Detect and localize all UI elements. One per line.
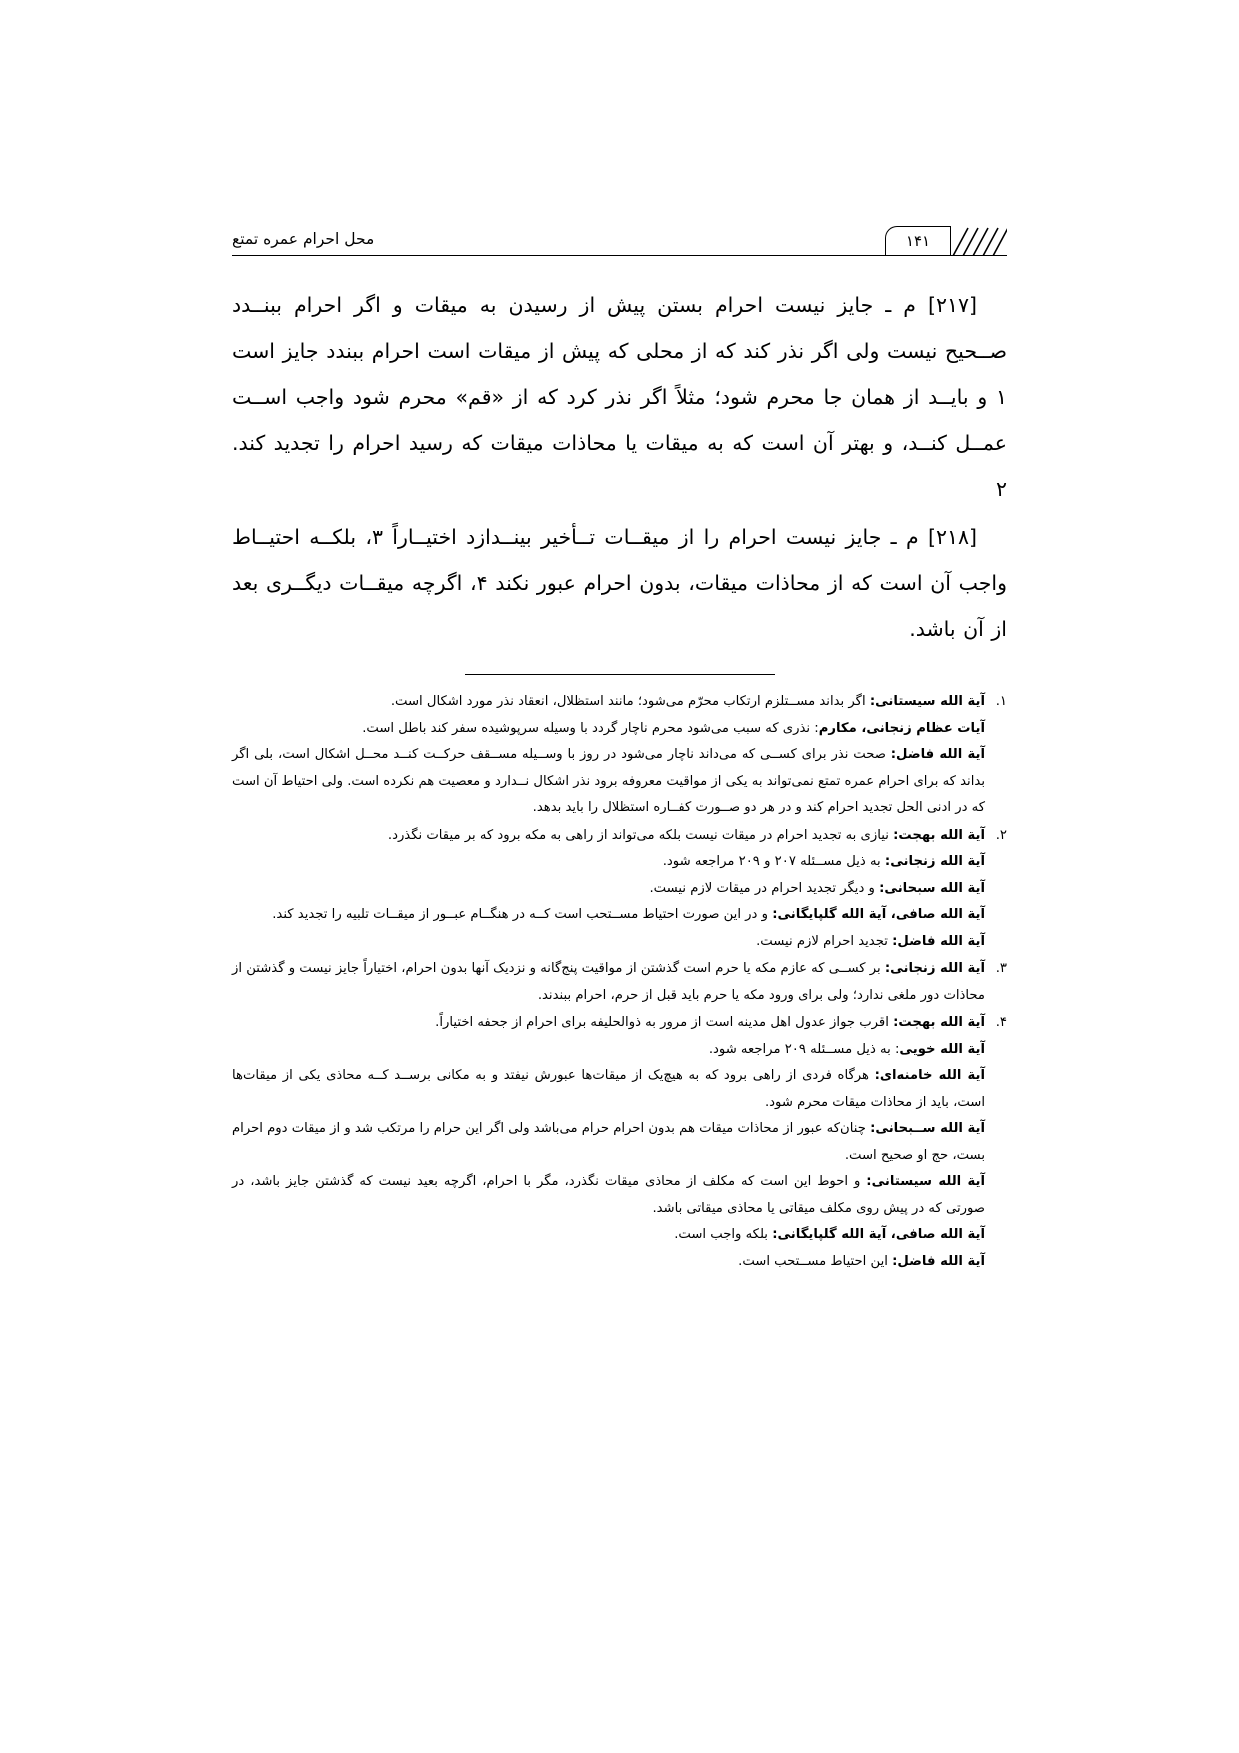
footnote-line bbox=[232, 1063, 985, 1116]
footnote-text: به ذیل مســئله ۲۰۷ و ۲۰۹ مراجعه شود. bbox=[662, 854, 885, 869]
footnote-item bbox=[232, 689, 1007, 822]
footnote-text: : نذری که سبب می‌شود محرم ناچار گردد با وسیله سرپوشیده سفر کند باطل است. bbox=[362, 720, 819, 736]
footnote-authority: آیة الله زنجانی: bbox=[884, 961, 985, 976]
running-head-title: محل احرام عمره تمتع bbox=[232, 229, 375, 248]
footnote-line bbox=[232, 849, 985, 876]
footnote-text: اقرب جواز عدول اهل مدینه است از مرور به ذوالحلیفه برای احرام از جحفه اختیاراً. bbox=[435, 1015, 894, 1030]
footnote-text: هرگاه فردی از راهی برود که به هیچ‌یک از میقات‌ها عبورش نیفتد و به مکانی برســد کــه محاذی یکی از میقات‌ها است، باید از محاذات میقات محرم شود. bbox=[232, 1068, 985, 1110]
footnote-authority: آیة الله بهجت: bbox=[893, 1015, 985, 1030]
page-content-frame bbox=[232, 210, 1007, 1276]
paragraph-issue-218: [۲۱۸] م ـ جایز نیست احرام را از میقــات تــأخیر بینــدازد اختیــاراً ۳، بلکــه احتیــاط واجب آن است که از محاذات میقات، بدون احرام عبور نکند ۴، اگرچه میقــات دیگــری بعد از آن باشد. bbox=[232, 525, 1007, 641]
footnote-line bbox=[232, 1169, 985, 1222]
footnote-line bbox=[232, 716, 985, 743]
footnote-text: تجدید احرام لازم نیست. bbox=[756, 933, 893, 949]
paragraph-issue-217: [۲۱۷] م ـ جایز نیست احرام بستن پیش از رسیدن به میقات و اگر احرام ببنــدد صــحیح نیست ولی اگر نذر کند که از محلی که پیش از میقات است احرام ببندد جایز است ۱ و بایــد از همان جا محرم شود؛ مثلاً اگر نذر کرد که از «قم» محرم شود واجب اســت عمــل کنــد، و بهتر آن است که به میقات یا محاذات میقات که رسید احرام را تجدید کند. ۲ bbox=[232, 293, 1007, 501]
running-head bbox=[232, 210, 1007, 256]
footnote-line bbox=[232, 823, 985, 850]
footnote-text: اگر بداند مســتلزم ارتکاب محرّم می‌شود؛ مانند استظلال، انعقاد نذر مورد اشکال است. bbox=[390, 694, 870, 709]
footnote-line bbox=[232, 876, 985, 903]
footnote-line bbox=[232, 1222, 985, 1249]
footnote-authority: آیة الله زنجانی: bbox=[884, 854, 985, 869]
footnote-body bbox=[232, 1010, 985, 1275]
footnote-text: و احوط این است که مکلف از محاذی میقات نگذرد، مگر با احرام، اگرچه بعید نیست که گذشتن جایز باشد، در صورتی که در پیش روی مکلف میقاتی یا محاذی میقاتی باشد. bbox=[232, 1174, 985, 1216]
footnote-marker: ۲. bbox=[995, 827, 1007, 843]
footnote-text: این احتیاط مســتحب است. bbox=[738, 1253, 893, 1269]
footnote-line bbox=[232, 689, 985, 716]
footnote-item bbox=[232, 823, 1007, 956]
footnote-text: صحت نذر برای کســی که می‌داند ناچار می‌شود در روز با وســیله مســقف حرکــت کنــد محــل اشکال است، بلی اگر بداند که برای احرام عمره تمتع نمی‌تواند به یکی از مواقیت معروفه برود نذر اشکال نــدارد و معصیت هم نکرده است. ولی احتیاط آن است که در ادنی الحل تجدید احرام کند و در هر دو صــورت کفــاره استظلال را باید بدهد. bbox=[232, 747, 985, 815]
footnote-authority: آیة الله سبحانی: bbox=[879, 880, 985, 896]
footnote-authority: آیة الله بهجت: bbox=[893, 827, 985, 843]
main-body bbox=[232, 282, 1007, 652]
footnote-authority: آیة الله سیستانی: bbox=[866, 1174, 985, 1189]
footnote-separator-rule bbox=[465, 674, 775, 675]
footnote-line bbox=[232, 956, 985, 1009]
footnote-authority: آیات عظام زنجانی، مکارم bbox=[818, 720, 985, 736]
footnote-marker: ۴. bbox=[995, 1015, 1007, 1030]
footnote-authority: آیة الله ســبحانی: bbox=[870, 1121, 985, 1136]
footnote-marker: ۱. bbox=[995, 694, 1007, 709]
footnote-text: و در این صورت احتیاط مســتحب است کــه در هنگــام عبــور از میقــات تلبیه را تجدید کند. bbox=[272, 907, 773, 922]
diagonal-hatch-ornament-icon bbox=[951, 226, 1007, 256]
footnote-body bbox=[232, 689, 985, 822]
footnote-authority: آیة الله خویی bbox=[899, 1041, 985, 1057]
footnote-authority: آیة الله خامنه‌ای: bbox=[874, 1068, 985, 1083]
footnote-text: چنان‌که عبور از محاذات میقات هم بدون احرام حرام می‌باشد ولی اگر این حرام را مرتکب شد و از میقات دوم احرام بست، حج او صحیح است. bbox=[232, 1121, 985, 1163]
running-head-rule bbox=[232, 255, 1007, 256]
footnote-body bbox=[232, 956, 985, 1009]
footnote-body bbox=[232, 823, 985, 956]
footnote-text: نیازی به تجدید احرام در میقات نیست بلکه می‌تواند از راهی به مکه برود که بر میقات نگذرد. bbox=[387, 827, 894, 843]
footnote-text: و دیگر تجدید احرام در میقات لازم نیست. bbox=[649, 880, 880, 896]
footnote-authority: آیة الله سیستانی: bbox=[869, 694, 985, 709]
page-number: ۱۴۱ bbox=[905, 231, 931, 250]
footnote-line bbox=[232, 929, 985, 956]
footnote-item bbox=[232, 956, 1007, 1009]
footnote-authority: آیة الله فاضل: bbox=[892, 1253, 985, 1269]
folio-ornament-group bbox=[885, 210, 1007, 256]
footnote-authority: آیة الله فاضل: bbox=[890, 747, 985, 762]
footnote-authority: آیة الله صافی، آیة الله گلپایگانی: bbox=[772, 907, 985, 922]
footnote-authority: آیة الله صافی، آیة الله گلپایگانی: bbox=[772, 1227, 985, 1242]
footnote-marker: ۳. bbox=[995, 961, 1007, 976]
footnote-text: بلکه واجب است. bbox=[674, 1227, 773, 1242]
footnote-authority: آیة الله فاضل: bbox=[892, 933, 985, 949]
footnote-line bbox=[232, 902, 985, 929]
footnote-text: : به ذیل مســئله ۲۰۹ مراجعه شود. bbox=[708, 1041, 900, 1057]
footnote-list bbox=[232, 689, 1007, 1275]
footnote-line bbox=[232, 1249, 985, 1276]
footnote-line bbox=[232, 1037, 985, 1064]
footnote-line bbox=[232, 1116, 985, 1169]
folio-box bbox=[885, 226, 951, 256]
footnote-line bbox=[232, 1010, 985, 1037]
footnote-line bbox=[232, 742, 985, 822]
footnote-item bbox=[232, 1010, 1007, 1275]
footnote-text: بر کســی که عازم مکه یا حرم است گذشتن از مواقیت پنج‌گانه و نزدیک آنها بدون احرام، اختیاراً جایز نیست و گذشتن از محاذات دور ملغی ندارد؛ ولی برای ورود مکه یا حرم باید قبل از حرم، احرام ببندند. bbox=[232, 961, 985, 1003]
